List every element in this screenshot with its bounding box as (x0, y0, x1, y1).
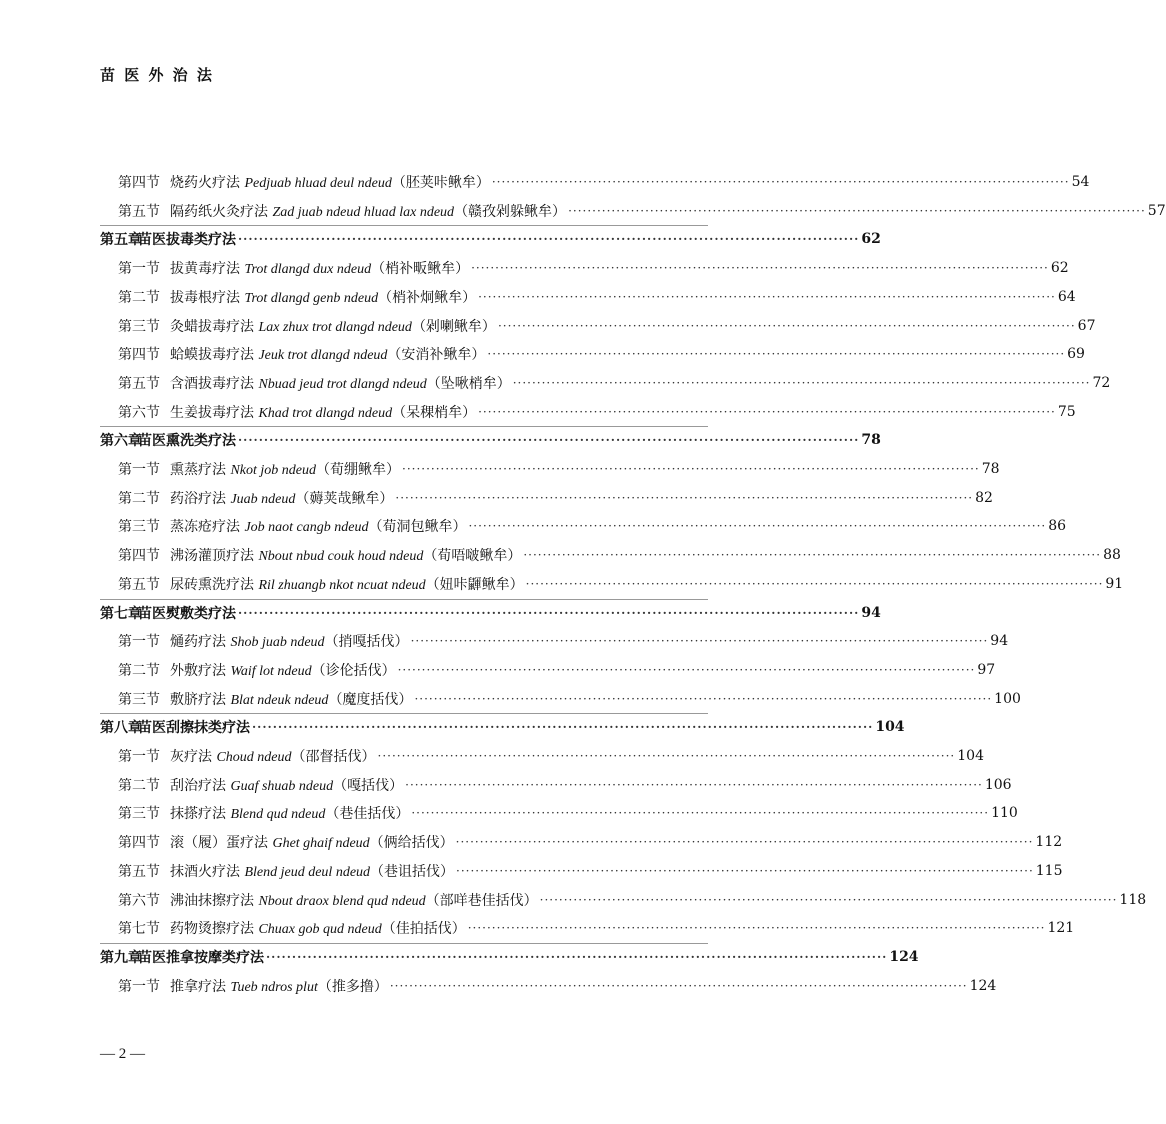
toc-entry-title: 隔药纸火灸疗法 (170, 203, 268, 220)
toc-entry-latin: Job naot cangb ndeud (244, 520, 369, 536)
toc-section-row[interactable] (100, 975, 997, 997)
toc-page-number: 62 (861, 231, 881, 248)
toc-entry-title: 外敷疗法 (170, 662, 226, 679)
dot-leader: ························································································································ (468, 519, 1047, 534)
toc-entry-label (118, 775, 403, 795)
toc-section-row[interactable] (100, 372, 1111, 394)
toc-entry-latin: Ril zhuangb nkot ncuat ndeud (258, 577, 426, 593)
dot-leader: ························································································································ (377, 749, 956, 763)
toc-entry-number: 第六节 (118, 404, 160, 421)
toc-entry-label (118, 918, 466, 938)
toc-entry-number: 第一节 (118, 978, 160, 995)
toc-entry-latin: Jeuk trot dlangd ndeud (258, 348, 388, 364)
toc-entry-label (100, 603, 236, 623)
toc-entry-miao-title: （俩给括伐） (369, 835, 454, 852)
dot-leader: ························································································································ (478, 289, 1056, 304)
dot-leader: ························································································································ (395, 490, 974, 505)
toc-entry-title: 拔黄毒疗法 (170, 261, 240, 278)
toc-entry-title: 苗医刮擦抹类疗法 (138, 720, 250, 737)
toc-section-row[interactable] (100, 774, 1012, 796)
toc-entry-label (118, 516, 466, 536)
toc-entry-latin: Nbout draox blend qud ndeud (258, 893, 426, 909)
dot-leader: ························································································································ (238, 433, 860, 448)
toc-entry-label (118, 890, 538, 910)
toc-entry-number: 第四节 (118, 347, 160, 364)
dot-leader: ························································································································ (568, 203, 1146, 218)
toc-entry-number: 第七节 (118, 921, 160, 938)
dot-leader: ························································································································ (512, 375, 1091, 390)
toc-page-number: 91 (1105, 575, 1124, 592)
toc-entry-label (118, 459, 400, 479)
toc-entry-label (118, 172, 490, 192)
toc-entry-label (118, 545, 521, 565)
toc-entry-number: 第二节 (118, 289, 160, 306)
toc-entry-latin: Pedjuab hluad deul ndeud (244, 176, 392, 191)
toc-entry-label (118, 861, 454, 881)
toc-entry-latin: Lax zhux trot dlangd ndeud (258, 319, 412, 335)
toc-entry-title: 抹酒火疗法 (170, 863, 240, 880)
toc-page-number: 100 (994, 690, 1021, 707)
toc-page-number: 82 (975, 489, 993, 506)
toc-entry-miao-title: （安消补鳅牟） (387, 347, 486, 364)
toc-page-number: 67 (1077, 317, 1096, 334)
chapter-separator (100, 599, 708, 600)
toc-entry-label (118, 488, 393, 508)
toc-page-number: 57 (1147, 202, 1166, 219)
toc-entry-number: 第三节 (118, 691, 160, 708)
toc-page-number: 94 (990, 633, 1009, 650)
toc-page-number: 64 (1057, 288, 1076, 305)
toc-entry-miao-title: （诊伦括伐） (311, 662, 396, 679)
toc-entry-title: 尿砖熏洗疗法 (170, 576, 254, 593)
toc-entry-number: 第二节 (118, 662, 160, 679)
toc-entry-number: 第一节 (118, 261, 160, 278)
toc-entry-label (118, 574, 524, 594)
toc-section-row[interactable] (100, 257, 1069, 279)
dot-leader: ························································································································ (414, 691, 993, 706)
toc-page-number: 118 (1119, 891, 1147, 908)
toc-entry-miao-title: （巷佳括伐） (325, 806, 410, 823)
toc-entry-miao-title: （佳拍括伐） (381, 921, 466, 938)
toc-entry-miao-title: （荀唔啵鳅牟） (423, 548, 522, 565)
toc-entry-title: 滚（履）蛋疗法 (170, 835, 268, 852)
toc-entry-label (118, 316, 496, 336)
toc-entry-miao-title: （梢补炯鳅牟） (378, 289, 477, 306)
toc-entry-latin: Nbuad jeud trot dlangd ndeud (258, 376, 427, 392)
toc-entry-title: 苗医拔毒类疗法 (138, 232, 236, 249)
toc-entry-number: 第三节 (118, 806, 160, 823)
dot-leader: ························································································································ (402, 462, 980, 476)
toc-entry-number: 第九章 (100, 949, 142, 966)
toc-entry-title: 蒸冻疮疗法 (170, 519, 240, 536)
toc-entry-label (100, 430, 236, 450)
dot-leader: ························································································································ (487, 347, 1066, 362)
toc-chapter-row[interactable] (100, 946, 919, 968)
toc-section-row[interactable] (100, 889, 1147, 911)
toc-entry-miao-title: （妞咔鼲鳅牟） (425, 576, 524, 593)
running-header: 苗 医 外 治 法 (100, 66, 214, 84)
dot-leader: ························································································································ (478, 404, 1056, 419)
toc-entry-title: 推拿疗法 (170, 978, 226, 995)
toc-entry-miao-title: （荀洞包鳅牟） (368, 519, 467, 536)
toc-entry-title: 熥药疗法 (170, 634, 226, 651)
toc-section-row[interactable] (100, 630, 1009, 652)
toc-entry-latin: Nkot job ndeud (230, 463, 316, 478)
toc-entry-number: 第二节 (118, 777, 160, 794)
toc-entry-miao-title: （部咩巷佳括伐） (425, 892, 538, 909)
dot-leader: ························································································································ (456, 863, 1034, 878)
toc-entry-number: 第六节 (118, 892, 160, 909)
toc-entry-title: 药浴疗法 (170, 490, 226, 507)
toc-section-row[interactable] (100, 487, 993, 509)
toc-entry-miao-title: （呆稞梢牟） (392, 404, 477, 421)
toc-page-number: 110 (991, 805, 1018, 822)
toc-page-number: 106 (984, 776, 1012, 793)
toc-entry-label (100, 947, 264, 967)
toc-entry-latin: Chuax gob qud ndeud (258, 922, 382, 938)
toc-entry-label (118, 689, 412, 709)
toc-entry-latin: Blend jeud deul ndeud (244, 864, 371, 880)
toc-entry-label (118, 201, 566, 221)
page-number: — 2 — (100, 1046, 145, 1062)
toc-entry-title: 生姜拔毒疗法 (170, 404, 254, 421)
toc-entry-title: 灸蜡拔毒疗法 (170, 318, 254, 335)
toc-page-number: 69 (1067, 346, 1085, 363)
toc-entry-miao-title: （薅荚哉鳅牟） (295, 490, 394, 507)
toc-entry-latin: Trot dlangd dux ndeud (244, 262, 372, 278)
toc-entry-title: 蛤蟆拔毒疗法 (170, 347, 254, 364)
toc-entry-title: 抹搽疗法 (170, 806, 226, 823)
dot-leader: ························································································································ (266, 949, 888, 964)
toc-entry-latin: Blat ndeuk ndeud (230, 692, 329, 708)
toc-entry-number: 第五节 (118, 375, 160, 392)
toc-entry-title: 熏蒸疗法 (170, 462, 226, 478)
chapter-separator (100, 943, 708, 944)
dot-leader: ························································································································ (467, 921, 1046, 936)
toc-entry-latin: Waif lot ndeud (230, 663, 312, 679)
toc-entry-label (118, 287, 476, 307)
toc-entry-latin: Blend qud ndeud (230, 807, 326, 823)
toc-entry-title: 灰疗法 (170, 749, 212, 765)
toc-entry-latin: Guaf shuab ndeud (230, 778, 334, 794)
toc-entry-miao-title: （胚荚咔鳅牟） (391, 175, 490, 191)
dot-leader: ························································································································ (491, 175, 1070, 189)
toc-section-row[interactable] (100, 343, 1085, 365)
toc-entry-title: 沸油抹擦疗法 (170, 892, 254, 909)
toc-entry-latin: Zad juab ndeud hluad lax ndeud (272, 204, 455, 220)
chapter-separator (100, 426, 708, 427)
toc-section-row[interactable] (100, 544, 1121, 566)
toc-chapter-row[interactable] (100, 602, 881, 624)
dot-leader: ························································································································ (455, 835, 1034, 850)
toc-page-number: 121 (1047, 920, 1075, 937)
dot-leader: ························································································································ (238, 605, 860, 620)
toc-entry-title: 刮治疗法 (170, 777, 226, 794)
toc-entry-title: 烧药火疗法 (170, 175, 240, 191)
toc-entry-latin: Nbout nbud couk houd ndeud (258, 549, 424, 565)
toc-entry-number: 第一节 (118, 634, 160, 651)
chapter-separator (100, 225, 708, 226)
toc-entry-title: 苗医熏洗类疗法 (138, 433, 236, 450)
toc-page-number: 104 (875, 719, 905, 736)
toc-entry-label (118, 344, 485, 364)
toc-entry-number: 第四节 (118, 835, 160, 852)
toc-section-row[interactable] (100, 745, 984, 767)
toc-page-number: 115 (1035, 862, 1063, 879)
toc-entry-latin: Tueb ndros plut (230, 979, 318, 995)
toc-section-row[interactable] (100, 515, 1067, 537)
toc-section-row[interactable] (100, 802, 1018, 824)
toc-section-row[interactable] (100, 573, 1124, 595)
toc-entry-miao-title: （推多撸） (317, 978, 388, 995)
toc-section-row[interactable] (100, 458, 1000, 480)
toc-entry-title: 苗医推拿按摩类疗法 (138, 949, 264, 966)
toc-entry-number: 第五节 (118, 203, 160, 220)
toc-entry-number: 第三节 (118, 318, 160, 335)
dot-leader: ························································································································ (411, 806, 990, 821)
toc-entry-miao-title: （捎嘎括伐） (324, 634, 409, 651)
toc-entry-number: 第四节 (118, 548, 160, 565)
toc-page-number: 72 (1092, 374, 1111, 391)
dot-leader: ························································································································ (497, 318, 1076, 333)
toc-entry-title: 含酒拔毒疗法 (170, 375, 254, 392)
toc-page-number: 78 (981, 461, 1000, 477)
toc-entry-label (118, 258, 469, 278)
toc-entry-number: 第四节 (118, 175, 160, 191)
dot-leader: ························································································································ (410, 634, 989, 649)
toc-entry-latin: Khad trot dlangd ndeud (258, 405, 393, 421)
toc-entry-number: 第五节 (118, 576, 160, 593)
toc-entry-label (118, 746, 376, 766)
dot-leader: ························································································································ (523, 548, 1102, 563)
toc-entry-number: 第七章 (100, 605, 142, 622)
toc-entry-number: 第五章 (100, 232, 142, 249)
dot-leader: ························································································································ (238, 232, 860, 247)
toc-entry-label (118, 660, 396, 680)
toc-entry-miao-title: （邵督括伐） (291, 749, 376, 765)
toc-section-row[interactable] (100, 200, 1166, 222)
toc-entry-miao-title: （魔度括伐） (328, 691, 413, 708)
toc-entry-latin: Choud ndeud (216, 750, 292, 765)
toc-entry-label (118, 976, 388, 996)
toc-entry-number: 第八章 (100, 720, 142, 737)
toc-entry-miao-title: （剁喇鳅牟） (411, 318, 496, 335)
toc-section-row[interactable] (100, 831, 1063, 853)
toc-entry-latin: Juab ndeud (230, 491, 296, 507)
toc-entry-number: 第五节 (118, 863, 160, 880)
toc-section-row[interactable] (100, 917, 1075, 939)
toc-section-row[interactable] (100, 286, 1076, 308)
toc-section-row[interactable] (100, 401, 1076, 423)
toc-chapter-row[interactable] (100, 429, 881, 451)
toc-page-number: 104 (957, 748, 984, 764)
chapter-separator (100, 713, 708, 714)
toc-chapter-row[interactable] (100, 228, 881, 250)
toc-section-row[interactable] (100, 688, 1021, 710)
toc-chapter-row[interactable] (100, 716, 905, 738)
toc-entry-miao-title: （梢补畈鳅牟） (371, 261, 470, 278)
toc-section-row[interactable] (100, 315, 1096, 337)
toc-entry-miao-title: （赣孜剁躲鳅牟） (454, 203, 567, 220)
toc-entry-label (118, 402, 476, 422)
toc-section-row[interactable] (100, 860, 1063, 882)
toc-entry-label (118, 631, 409, 651)
toc-page-number: 54 (1071, 174, 1090, 190)
toc-entry-number: 第三节 (118, 519, 160, 536)
toc-entry-title: 沸汤灌顶疗法 (170, 548, 254, 565)
toc-entry-number: 第二节 (118, 490, 160, 507)
dot-leader: ························································································································ (405, 777, 983, 792)
toc-page-number: 75 (1057, 403, 1076, 420)
toc-entry-label (100, 229, 236, 249)
toc-page-number: 78 (861, 432, 881, 449)
toc-entry-label (100, 717, 250, 737)
toc-page-number: 97 (977, 661, 996, 678)
toc-page-number: 124 (889, 948, 919, 965)
toc-entry-miao-title: （巷诅括伐） (370, 863, 455, 880)
toc-page-number: 62 (1050, 260, 1069, 277)
toc-section-row[interactable] (100, 171, 1090, 193)
dot-leader: ························································································································ (539, 892, 1118, 907)
dot-leader: ························································································································ (525, 576, 1104, 591)
toc-entry-title: 拔毒根疗法 (170, 289, 240, 306)
toc-page-number: 86 (1048, 518, 1067, 535)
toc-entry-title: 苗医熨敷类疗法 (138, 605, 236, 622)
toc-entry-title: 药物烫擦疗法 (170, 921, 254, 938)
dot-leader: ························································································································ (252, 720, 874, 735)
dot-leader: ························································································································ (397, 662, 976, 677)
toc-page-number: 112 (1035, 834, 1063, 851)
toc-entry-latin: Trot dlangd genb ndeud (244, 290, 379, 306)
toc-entry-number: 第六章 (100, 433, 142, 450)
toc-page-number: 124 (969, 977, 997, 994)
toc-entry-miao-title: （嘎括伐） (333, 777, 404, 794)
toc-entry-miao-title: （坠啾梢牟） (426, 375, 511, 392)
toc-entry-title: 敷脐疗法 (170, 691, 226, 708)
dot-leader: ························································································································ (471, 261, 1049, 276)
toc-entry-latin: Ghet ghaif ndeud (272, 836, 370, 852)
toc-entry-number: 第一节 (118, 749, 160, 765)
toc-section-row[interactable] (100, 659, 996, 681)
toc-entry-latin: Shob juab ndeud (230, 635, 325, 651)
toc-page-number: 88 (1103, 547, 1121, 564)
toc-entry-label (118, 803, 409, 823)
toc-page-number: 94 (861, 604, 881, 621)
toc-entry-miao-title: （荀绷鳅牟） (316, 462, 400, 478)
toc-entry-number: 第一节 (118, 462, 160, 478)
toc-entry-label (118, 373, 511, 393)
dot-leader: ························································································································ (389, 978, 968, 993)
toc-entry-label (118, 832, 454, 852)
